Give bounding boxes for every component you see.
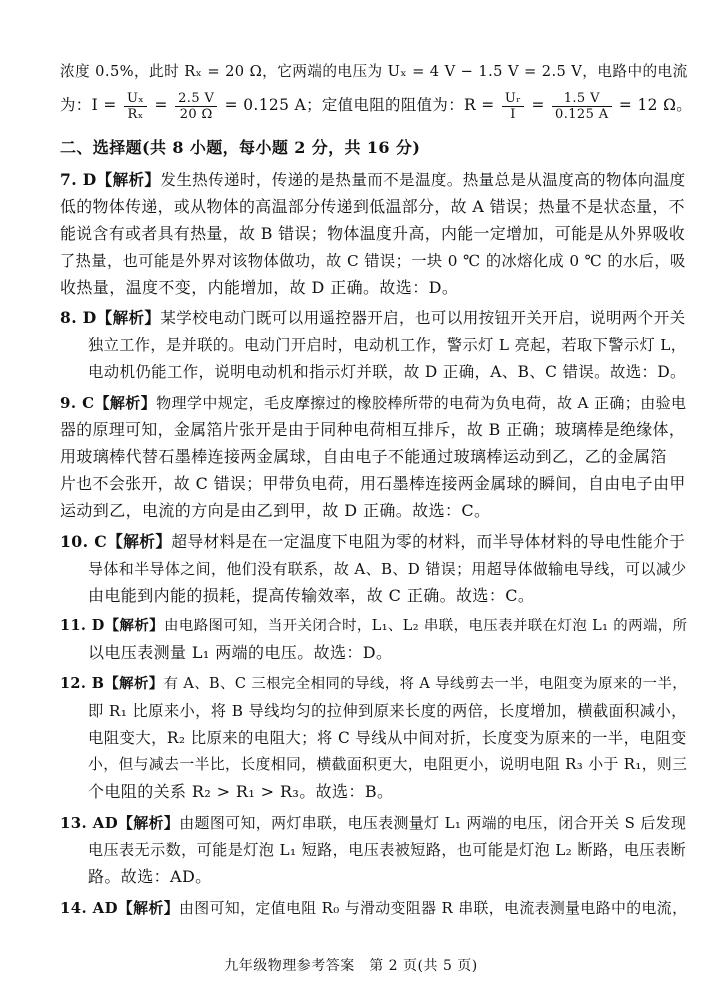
text-line: 即 R₁ 比原来小，将 B 导线均匀的拉伸到原来长度的两倍，长度增加，横截面积减小， — [88, 702, 687, 720]
question-14: 14. AD【解析】由图可知，定值电阻 R₀ 与滑动变阻器 R 串联，电流表测量电路中的电流， — [60, 899, 688, 917]
section-heading: 二、选择题(共 8 小题，每小题 2 分，共 16 分) — [60, 138, 421, 157]
text-line: 独立工作，是并联的。电动门开启时，电动机工作，警示灯 L 亮起，若取下警示灯 L， — [88, 336, 687, 354]
text-line: 电动机仍能工作，说明电动机和指示灯并联，故 D 正确，A、B、C 错误。故选：D。 — [88, 363, 686, 381]
text-line: 运动到乙，电流的方向是由乙到甲，故 D 正确。故选：C。 — [60, 501, 491, 520]
formula-line: 为：I = $\frac{\text{Uₓ}}{\text{Rₓ}}$ = $\frac{2.5 V}{20 \Omega}$ = 0.125 A；定值电阻的阻值为：R = $\frac{\text{Uᵣ}}{I}$ = $\frac{1.5 V}{0.125 A}$ = 12 Ω。 — [60, 90, 693, 122]
question-13: 13. AD【解析】由题图可知，两灯串联，电压表测量灯 L₁ 两端的电压，闭合开关 S 后发现 — [60, 814, 687, 832]
text-line: 用玻璃棒代替石墨棒连接两金属球，自由电子不能通过玻璃棒运动到乙，乙的金属箔 — [60, 447, 667, 466]
text-line: 电压表无示数，可能是灯泡 L₁ 短路，电压表被短路，也可能是灯泡 L₂ 断路，电压表断 — [88, 841, 687, 859]
text-line: 由电能到内能的损耗，提高传输效率，故 C 正确。故选：C。 — [88, 586, 535, 605]
question-11: 11. D【解析】由电路图可知，当开关闭合时，L₁、L₂ 串联，电压表并联在灯泡 L₁ 的两端，所 — [60, 617, 688, 634]
text-line: 以电压表测量 L₁ 两端的电压。故选：D。 — [88, 643, 393, 662]
fraction: $\frac{1.5 V}{0.125 A}$ — [552, 91, 612, 122]
question-8: 8. D【解析】某学校电动门既可以用遥控器开启，也可以用按钮开关开启，说明两个开关 — [60, 308, 686, 327]
text-line: 路。故选：AD。 — [88, 867, 212, 886]
page-footer: 九年级物理参考答案 第 2 页(共 5 页) — [224, 958, 478, 974]
text-line: 了热量，也可能是外界对该物体做功，故 C 错误；一块 0 ℃ 的冰熔化成 0 ℃ 的水后，吸 — [60, 252, 686, 270]
question-9: 9. C【解析】物理学中规定，毛皮摩擦过的橡胶棒所带的电荷为负电荷，故 A 正确；由验电 — [60, 394, 687, 412]
fraction: $\frac{\text{Uₓ}}{\text{Rₓ}}$ — [124, 91, 147, 122]
question-10: 10. C【解析】超导材料是在一定温度下电阻为零的材料，而半导体材料的导电性能介于 — [60, 532, 686, 551]
text-line: 片也不会张开，故 C 错误；甲带负电荷，用石墨棒连接两金属球的瞬间，自由电子由甲 — [60, 474, 686, 493]
text-line: 导体和半导体之间，他们没有联系，故 A、B、D 错误；用超导体做输电导线，可以减少 — [88, 560, 687, 578]
text-line: 个电阻的关系 R₂ > R₁ > R₃。故选：B。 — [88, 782, 394, 801]
question-7: 7. D【解析】发生热传递时，传递的是热量而不是温度。热量总是从温度高的物体向温度 — [60, 170, 686, 189]
text-line: 收热量，温度不变，内能增加，故 D 正确。故选：D。 — [60, 278, 459, 297]
text-line: 电阻变大，R₂ 比原来的电阻大；将 C 导线从中间对折，长度变为原来的一半，电阻变 — [88, 729, 687, 747]
question-12: 12. B【解析】有 A、B、C 三根完全相同的导线，将 A 导线剪去一半，电阻变为原来的一半， — [60, 675, 688, 692]
fraction: $\frac{\text{Uᵣ}}{I}$ — [502, 91, 524, 122]
text-line: 小，但与减去一半比，长度相同，横截面积更大，电阻更小，说明电阻 R₃ 小于 R₁，则三 — [88, 756, 688, 773]
text-line: 低的物体传递，或从物体的高温部分传递到低温部分，故 A 错误；热量不是状态量，不 — [60, 197, 685, 216]
text-line: 能说含有或者具有热量，故 B 错误；物体温度升高，内能一定增加，可能是从外界吸收 — [60, 224, 686, 243]
text-line: 浓度 0.5%，此时 Rₓ = 20 Ω，它两端的电压为 Uₓ = 4 V − 1.5 V = 2.5 V，电路中的电流 — [60, 63, 688, 80]
text-line: 器的原理可知，金属箔片张开是由于同种电荷相互排斥，故 B 正确；玻璃棒是绝缘体， — [60, 420, 686, 439]
fraction: $\frac{2.5 V}{20 \Omega}$ — [175, 91, 217, 122]
